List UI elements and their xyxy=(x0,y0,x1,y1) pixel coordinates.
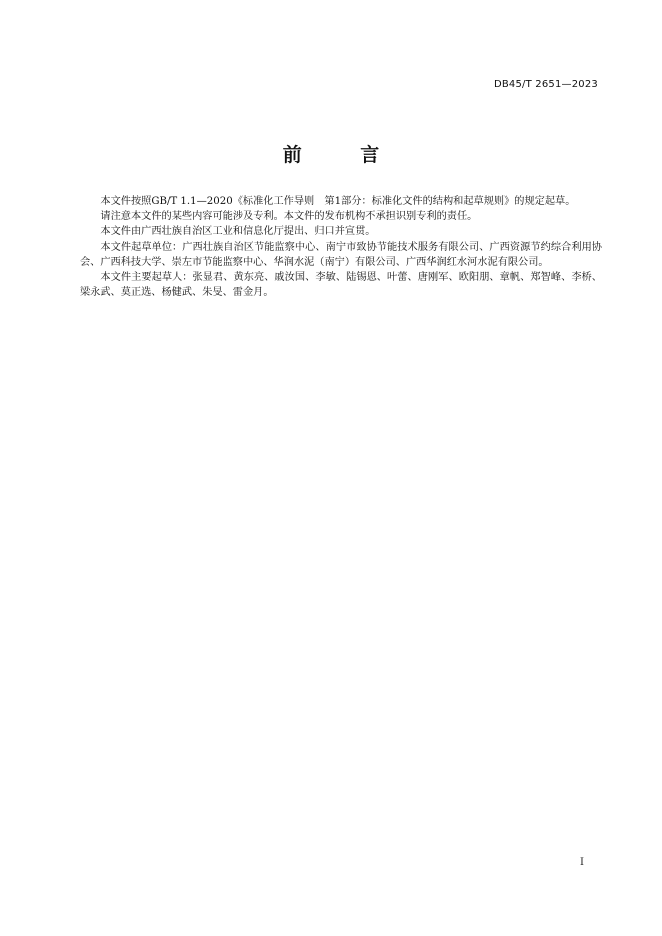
paragraph-drafting-units: 本文件起草单位：广西壮族自治区节能监察中心、南宁市致协节能技术服务有限公司、广西资源节约综合利用协会、广西科技大学、崇左市节能监察中心、华润水泥（南宁）有限公司、广西华润红水河水泥有限公司。 xyxy=(80,241,602,268)
page-number: I xyxy=(580,857,584,868)
page-title: 前 言 xyxy=(282,144,406,166)
document-code: DB45/T 2651—2023 xyxy=(493,79,598,90)
paragraph-proposer: 本文件由广西壮族自治区工业和信息化厅提出、归口并宣贯。 xyxy=(100,226,376,238)
paragraph-standard-basis: 本文件按照GB/T 1.1—2020《标准化工作导则 第1部分：标准化文件的结构和起草规则》的规定起草。 xyxy=(100,196,576,207)
foreword-body xyxy=(80,194,602,300)
paragraph-drafters: 本文件主要起草人：张显君、黄东亮、戚汝国、李敏、陆锡恩、叶蕾、唐刚军、欧阳朋、章帆、郑智峰、李桥、梁永武、莫正选、杨健武、朱旻、雷金月。 xyxy=(80,272,602,299)
paragraph-patent-notice: 请注意本文件的某些内容可能涉及专利。本文件的发布机构不承担识别专利的责任。 xyxy=(100,211,478,223)
